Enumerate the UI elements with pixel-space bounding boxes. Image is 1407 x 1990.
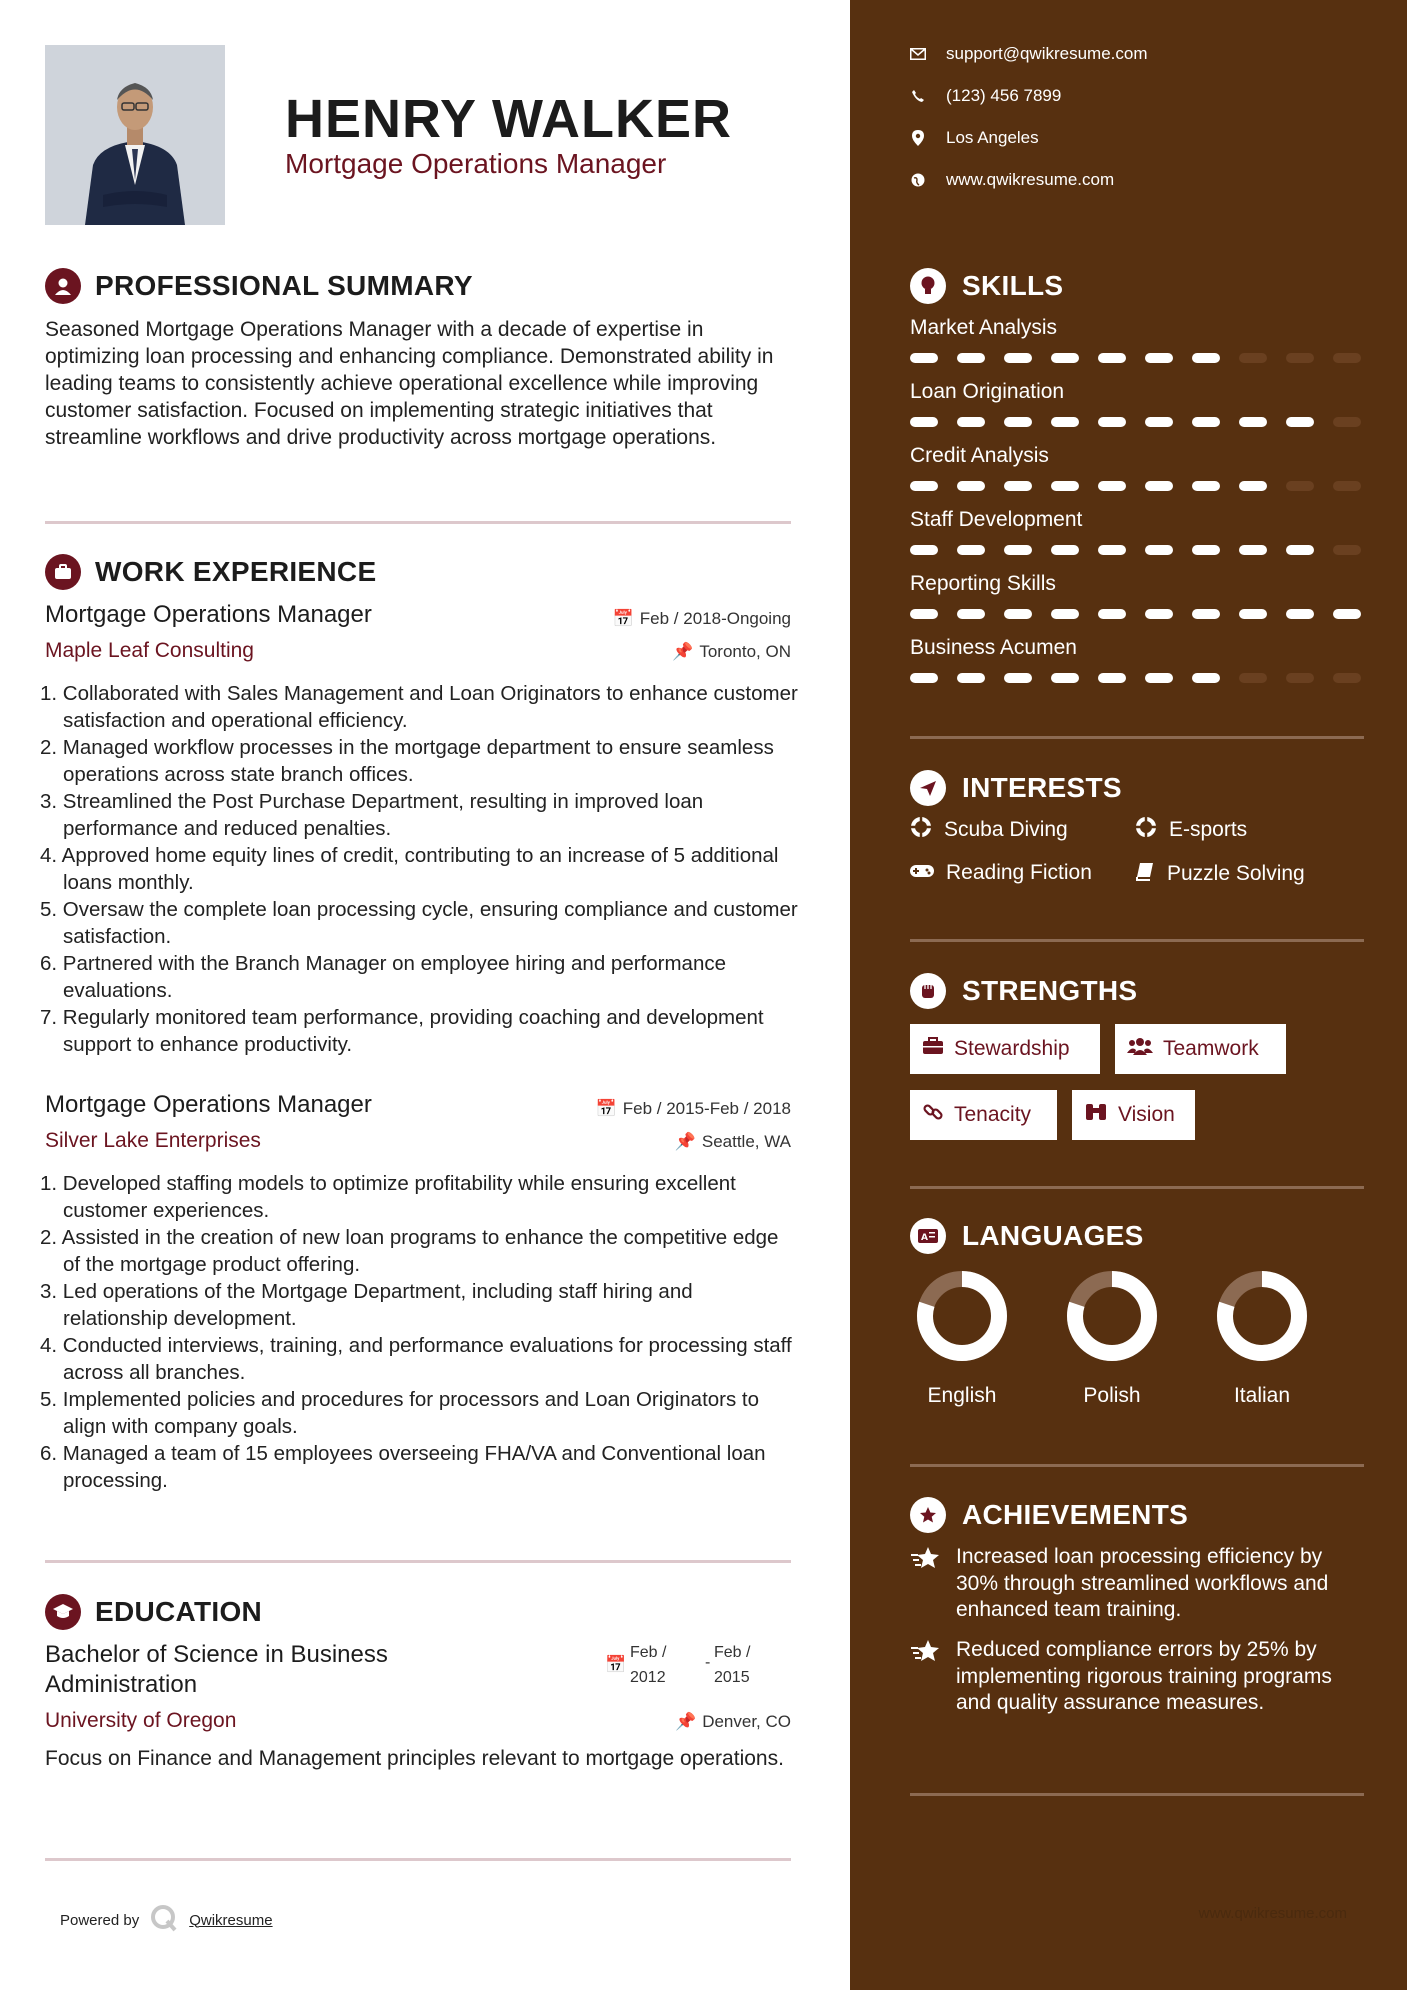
contact-website: www.qwikresume.com [910, 170, 1114, 190]
list-item: 5. Implemented policies and procedures for processors and Loan Originators to align with company goals. [40, 1388, 760, 1438]
edu-location: 📌 Denver, CO [675, 1712, 791, 1731]
contact-phone: (123) 456 7899 [910, 86, 1061, 106]
divider [45, 1858, 791, 1861]
language-name: Polish [1083, 1384, 1141, 1407]
job-date: 📅 Feb / 2015-Feb / 2018 [595, 1099, 791, 1118]
summary-title: PROFESSIONAL SUMMARY [95, 270, 473, 301]
strength-badge: Teamwork [1115, 1024, 1286, 1074]
envelope-icon [910, 48, 926, 60]
skill-segment [1145, 609, 1173, 619]
skill-segment [1004, 481, 1032, 491]
list-item: 4. Approved home equity lines of credit, contributing to an increase of 5 additional loans monthly. [40, 844, 779, 894]
skill-segment [957, 481, 985, 491]
divider [910, 1186, 1364, 1189]
users-icon [1127, 1037, 1153, 1061]
graduation-cap-icon [45, 1594, 81, 1630]
language-name: English [927, 1384, 997, 1407]
interest-item: Reading Fiction [910, 861, 1092, 885]
job-title: Mortgage Operations Manager [45, 601, 372, 628]
star-icon [910, 1544, 944, 1624]
contact-email: support@qwikresume.com [910, 44, 1148, 64]
language-name: Italian [1233, 1384, 1291, 1407]
gamepad-icon [910, 861, 934, 885]
skill-segment [1239, 545, 1267, 555]
strengths-title: STRENGTHS [962, 975, 1138, 1006]
pin-icon: 📌 [675, 1712, 697, 1731]
edu-separator: - [705, 1654, 711, 1671]
list-item: 2. Assisted in the creation of new loan programs to enhance the competitive edge of the mortgage product offering. [40, 1226, 779, 1276]
skill-meter [910, 481, 1370, 491]
skill-segment [910, 417, 938, 427]
skill-segment [1098, 545, 1126, 555]
skill-segment [1192, 673, 1220, 683]
skill-segment [1051, 417, 1079, 427]
skill-segment [1286, 417, 1314, 427]
summary-heading [45, 268, 473, 304]
skill-segment [910, 609, 938, 619]
pin-icon: 📌 [674, 1132, 696, 1151]
skill-segment [1333, 545, 1361, 555]
skill-segment [1145, 417, 1173, 427]
experience-heading [45, 554, 376, 590]
calendar-icon: 📅 [612, 609, 634, 628]
summary-text: Seasoned Mortgage Operations Manager with a decade of expertise in optimizing loan processing and enhancing compliance. Demonstrated ability in leading teams to consistently achieve operational excellence while improving customer satisfaction. Focused on implementing strategic initiatives that streamline workflows and drive productivity across mortgage operations. [45, 318, 774, 449]
skill-segment [910, 353, 938, 363]
skill-segment [1004, 673, 1032, 683]
globe-icon [910, 173, 926, 187]
skill-segment [1286, 673, 1314, 683]
skill-meter [910, 609, 1370, 619]
list-item: 6. Managed a team of 15 employees overseeing FHA/VA and Conventional loan processing. [40, 1442, 766, 1492]
skill-segment [1286, 609, 1314, 619]
powered-by: Powered by Qwikresume [60, 1903, 273, 1937]
experience-title: WORK EXPERIENCE [95, 556, 377, 587]
skill-segment [1051, 353, 1079, 363]
skill-segment [1098, 609, 1126, 619]
achievement-item: Reduced compliance errors by 25% by implementing rigorous training programs and quality assurance measures. [910, 1637, 1370, 1717]
translate-icon [910, 1218, 946, 1254]
job-company: Silver Lake Enterprises [45, 1129, 261, 1152]
list-item: 5. Oversaw the complete loan processing cycle, ensuring compliance and customer satisfaction. [40, 898, 798, 948]
job-bullets [40, 1170, 800, 1494]
pin-icon: 📌 [672, 642, 694, 661]
footer-site: www.qwikresume.com [1198, 1905, 1347, 1922]
list-item: 3. Streamlined the Post Purchase Department, resulting in improved loan performance and reduced penalties. [40, 790, 704, 840]
interests-title: INTERESTS [962, 772, 1122, 803]
phone-icon [910, 89, 926, 103]
strength-badge: Tenacity [910, 1090, 1057, 1140]
skill-segment [1192, 417, 1220, 427]
skill-segment [957, 609, 985, 619]
school: University of Oregon [45, 1709, 237, 1732]
interest-item: E-sports [1135, 816, 1247, 844]
languages-title: LANGUAGES [962, 1220, 1144, 1251]
skill-segment [910, 481, 938, 491]
job-location: 📌 Toronto, ON [672, 642, 791, 661]
skill-name: Loan Origination [910, 380, 1065, 403]
skill-segment [1098, 673, 1126, 683]
user-icon [45, 268, 81, 304]
skill-segment [1239, 673, 1267, 683]
skills-title: SKILLS [962, 270, 1064, 301]
language-donut [1216, 1270, 1308, 1362]
skill-segment [1004, 417, 1032, 427]
star-icon [910, 1637, 944, 1717]
skill-segment [1051, 673, 1079, 683]
divider [45, 521, 791, 524]
strengths-heading [910, 973, 1137, 1009]
map-pin-icon [910, 130, 926, 146]
sidebar [850, 0, 1407, 1990]
divider [910, 939, 1364, 942]
candidate-role: Mortgage Operations Manager [285, 148, 667, 179]
list-item: 2. Managed workflow processes in the mortgage department to ensure seamless operations across state branch offices. [40, 736, 774, 786]
skill-segment [1333, 609, 1361, 619]
achievements-title: ACHIEVEMENTS [962, 1499, 1189, 1530]
skill-segment [1192, 545, 1220, 555]
skill-name: Business Acumen [910, 636, 1077, 659]
job-bullets [40, 680, 800, 1058]
qwikresume-link[interactable]: Qwikresume [189, 1911, 273, 1929]
contact-location: Los Angeles [910, 128, 1039, 148]
briefcase-icon [45, 554, 81, 590]
job-location: 📌 Seattle, WA [674, 1132, 791, 1151]
skill-meter [910, 673, 1370, 683]
skill-segment [1333, 673, 1361, 683]
skill-meter [910, 545, 1370, 555]
skill-name: Reporting Skills [910, 572, 1056, 595]
skill-segment [1051, 545, 1079, 555]
link-icon [922, 1101, 944, 1129]
job-title: Mortgage Operations Manager [45, 1091, 372, 1118]
skill-segment [1192, 353, 1220, 363]
divider [910, 1793, 1364, 1796]
job-company: Maple Leaf Consulting [45, 639, 254, 662]
qwikresume-logo-icon [149, 1903, 179, 1937]
interest-item: Scuba Diving [910, 816, 1068, 844]
fist-icon [910, 973, 946, 1009]
skill-segment [1286, 353, 1314, 363]
edu-start: Feb / 2012 [630, 1644, 667, 1686]
skill-segment [1192, 609, 1220, 619]
life-ring-icon [1135, 816, 1157, 844]
list-item: 6. Partnered with the Branch Manager on employee hiring and performance evaluations. [40, 952, 727, 1002]
skill-segment [1145, 481, 1173, 491]
skill-segment [957, 353, 985, 363]
calendar-icon: 📅 [605, 1655, 627, 1674]
candidate-name: HENRY WALKER [285, 89, 733, 149]
skill-segment [1004, 545, 1032, 555]
life-ring-icon [910, 816, 932, 844]
education-heading [45, 1594, 262, 1630]
skill-segment [1145, 545, 1173, 555]
list-item: 7. Regularly monitored team performance, providing coaching and development support to enhance productivity. [40, 1006, 764, 1056]
briefcase-icon [922, 1037, 944, 1061]
divider [45, 1560, 791, 1563]
job-date: 📅 Feb / 2018-Ongoing [612, 609, 791, 628]
skill-segment [1286, 545, 1314, 555]
skill-name: Market Analysis [910, 316, 1058, 339]
edu-end: Feb / 2015 [714, 1644, 751, 1686]
interest-item: Puzzle Solving [1135, 861, 1305, 887]
skill-segment [1333, 481, 1361, 491]
skill-segment [1239, 417, 1267, 427]
skill-name: Staff Development [910, 508, 1083, 531]
language-donut [916, 1270, 1008, 1362]
achievements-heading [910, 1497, 1188, 1533]
skill-segment [1192, 481, 1220, 491]
book-icon [1135, 861, 1155, 887]
skill-segment [1239, 353, 1267, 363]
star-badge-icon [910, 1497, 946, 1533]
skill-segment [957, 673, 985, 683]
skill-segment [1239, 609, 1267, 619]
skill-segment [1333, 353, 1361, 363]
skill-segment [1004, 609, 1032, 619]
calendar-icon: 📅 [595, 1099, 617, 1118]
skill-segment [957, 417, 985, 427]
skill-segment [1239, 481, 1267, 491]
divider [910, 1464, 1364, 1467]
list-item: 4. Conducted interviews, training, and performance evaluations for processing staff across all branches. [40, 1334, 792, 1384]
skill-segment [910, 673, 938, 683]
strength-badge: Vision [1072, 1090, 1195, 1140]
skill-segment [1098, 353, 1126, 363]
interests-heading [910, 770, 1122, 806]
skills-heading [910, 268, 1063, 304]
achievement-item: Increased loan processing efficiency by 30% through streamlined workflows and enhanced team training. [910, 1544, 1370, 1624]
binoculars-icon [1084, 1102, 1108, 1128]
skill-name: Credit Analysis [910, 444, 1049, 467]
skill-segment [1051, 609, 1079, 619]
lightbulb-icon [910, 268, 946, 304]
skill-segment [1004, 353, 1032, 363]
svg-text:A: A [921, 1233, 929, 1243]
skill-segment [1145, 353, 1173, 363]
skill-segment [957, 545, 985, 555]
skill-segment [1051, 481, 1079, 491]
degree: Bachelor of Science in Business Administration [45, 1641, 388, 1698]
skill-segment [1286, 481, 1314, 491]
profile-photo [45, 45, 225, 225]
skill-segment [1098, 481, 1126, 491]
skill-segment [1145, 673, 1173, 683]
skill-meter [910, 417, 1370, 427]
skill-segment [1333, 417, 1361, 427]
paper-plane-icon [910, 770, 946, 806]
language-donut [1066, 1270, 1158, 1362]
skill-meter [910, 353, 1370, 363]
list-item: 1. Developed staffing models to optimize profitability while ensuring excellent customer experiences. [40, 1172, 736, 1222]
divider [910, 736, 1364, 739]
languages-heading [910, 1218, 1144, 1254]
strength-badge: Stewardship [910, 1024, 1100, 1074]
list-item: 1. Collaborated with Sales Management and Loan Originators to enhance customer satisfaction and operational efficiency. [40, 682, 798, 732]
education-title: EDUCATION [95, 1596, 263, 1627]
skill-segment [910, 545, 938, 555]
skill-segment [1098, 417, 1126, 427]
list-item: 3. Led operations of the Mortgage Department, including staff hiring and relationship development. [40, 1280, 693, 1330]
education-text: Focus on Finance and Management principles relevant to mortgage operations. [45, 1747, 784, 1770]
